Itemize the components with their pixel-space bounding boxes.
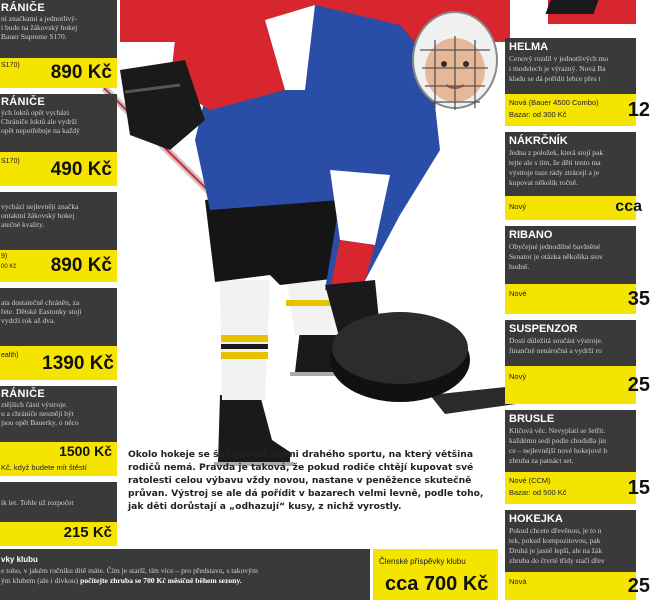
right-card-price-bar	[505, 94, 650, 126]
left-card-title: RÁNIČE	[1, 2, 45, 14]
right-card-ribano	[505, 226, 650, 314]
membership-text	[1, 566, 367, 586]
left-card-1	[0, 0, 117, 88]
left-card-2	[0, 94, 117, 186]
left-card-text: u a chrániče nesmějí být	[1, 409, 74, 418]
left-card-subtitle-2: 00 Kč	[1, 264, 17, 270]
left-card-text: ata dostatečně chráněn, za	[1, 298, 80, 307]
left-card-price-bar	[0, 522, 117, 546]
article-body-text: Okolo hokeje se šíří pověst velmi drahého sportu, na který většina rodičů nemá. Pravda je taková, že pokud rodiče chtějí kupovat své ratolesti celou výbavu vždy novou, nastane v peněžence skutečně průvan. Výstroj se ale dá pořídit v bazarech velmi levně, podle toho, jak děti dorůstají a „odhazují“ kusy, z nichž vyrostly.	[128, 449, 484, 512]
left-card-6	[0, 482, 117, 546]
right-card-text: hodně.	[509, 262, 530, 271]
right-card-text: zhruba do čtvrté třídy stačí dřev	[509, 556, 605, 565]
right-card-text: finančně nenáročná a vydrží ro	[509, 346, 602, 355]
right-eye	[463, 61, 469, 67]
membership-fee-label: Členské příspěvky klubu	[379, 557, 466, 566]
hockey-player-illustration	[100, 0, 510, 470]
right-card-subtitle: Nový	[509, 372, 527, 381]
left-card-text: ztějších částí výstroje.	[1, 400, 68, 409]
left-card-text: Bauer Supreme S170.	[1, 32, 67, 41]
left-sock-stripe-yellow-2	[221, 352, 268, 359]
left-card-subtitle: S170)	[1, 158, 20, 165]
right-card-price-bar	[505, 366, 650, 404]
left-card-price: 1390 Kč	[42, 353, 114, 374]
left-card-price: 215 Kč	[63, 524, 112, 541]
left-sock-stripe-black	[221, 344, 268, 349]
left-card-price-bar	[0, 346, 117, 380]
right-card-text: Senator je otázka několika stov	[509, 252, 603, 261]
left-card-price-bar	[0, 442, 117, 476]
left-card-text: jsou opět Bauerky, o něco	[1, 418, 79, 427]
right-card-text: zhruba za patnáct set.	[509, 456, 574, 465]
left-card-note: Kč, když budete mít štěstí	[1, 463, 87, 472]
right-card-nakrcnik	[505, 132, 642, 220]
right-card-price-bar	[505, 472, 650, 504]
left-card-text: ní značkami a jednotlivý-	[1, 14, 78, 23]
left-card-title	[0, 288, 117, 298]
right-card-title: NÁKRČNÍK	[509, 135, 568, 147]
right-card-subtitle: Nové	[509, 289, 527, 298]
right-card-text: Pokud chcete dřevěnou, je to n	[509, 526, 602, 535]
left-card-text: ých loktů opět vychází	[1, 108, 70, 117]
right-card-subtitle-2: Bazar: od 300 Kč	[509, 110, 567, 119]
left-card-price: 890 Kč	[50, 255, 112, 276]
left-card-price-bar	[0, 250, 117, 282]
right-card-text: Jedna z položek, která stojí pak	[509, 148, 604, 157]
left-card-price-bar	[0, 58, 117, 88]
left-eye	[441, 61, 447, 67]
left-card-price: 490 Kč	[50, 159, 112, 180]
left-card-text: ontaktní žákovský hokej	[1, 211, 75, 220]
right-card-title: SUSPENZOR	[509, 323, 578, 335]
right-card-subtitle: Nová	[509, 577, 527, 586]
right-card-price: 25	[627, 374, 650, 396]
right-card-suspenzor	[505, 320, 650, 404]
left-card-text: Chrániče loktů ale vydrží	[1, 117, 78, 126]
right-card-text: i modelech je výrazný. Nová Ba	[509, 64, 606, 73]
left-card-text: vychází nejlevněji značka	[1, 202, 79, 211]
right-card-brusle	[505, 410, 650, 504]
right-card-price-bar	[505, 284, 650, 314]
right-card-price-bar	[505, 196, 642, 220]
membership-fee-price: cca 700 Kč	[385, 573, 489, 595]
right-card-text: tek, pokud kompozitovou, pak	[509, 536, 601, 545]
right-card-subtitle: Nový	[509, 202, 527, 211]
right-card-price: 15	[627, 477, 650, 499]
right-card-subtitle: Nová (Bauer 4500 Combo)	[509, 98, 599, 107]
left-card-subtitle: ealth)	[1, 352, 19, 359]
left-card-price: 1500 Kč	[59, 443, 112, 459]
left-card-text: í bude na žákovský hokej	[1, 23, 78, 32]
right-card-text: každému sedí podle chodidla jin	[509, 436, 607, 445]
left-card-text: atečné kvality.	[1, 220, 45, 229]
right-card-hokejka	[505, 510, 650, 600]
right-card-subtitle: Nové (CCM)	[509, 476, 551, 485]
membership-fee-price-box	[373, 549, 498, 600]
membership-fees-box	[0, 549, 370, 600]
left-card-subtitle: 9)	[1, 253, 8, 260]
left-card-text: opět nepotřebuje na každý	[1, 126, 80, 135]
right-card-price: 12	[627, 99, 650, 121]
right-card-text: ce – nejlevnější nové hokejové b	[509, 446, 608, 455]
left-card-price: 890 Kč	[50, 62, 112, 83]
left-card-title: RÁNIČE	[1, 96, 45, 108]
right-card-text: Klíčová věc. Nevyplatí se šetřit.	[509, 426, 606, 435]
membership-text-a: e toho, v jakém ročníku dítě máte. Čím je starší, tím více – pro představu, s takovým	[1, 566, 258, 575]
right-card-subtitle-2: Bazar: od 500 Kč	[509, 488, 567, 497]
left-card-text: vydrží rok až dva.	[1, 316, 56, 325]
left-card-title	[0, 482, 117, 498]
black-corner-shape	[545, 0, 598, 14]
left-card-text: ik let. Tohle už rozpočet	[1, 498, 74, 507]
left-card-price-bar	[0, 152, 117, 186]
right-card-price: 35	[627, 288, 650, 310]
right-card-title: HELMA	[509, 41, 549, 53]
left-card-subtitle: S170)	[1, 62, 20, 69]
right-card-price-bar	[505, 572, 650, 600]
right-card-text: tejte ale s tím, že děti tento ma	[509, 158, 601, 167]
left-card-title	[0, 192, 117, 202]
left-card-text: řete. Dětské Eastonky stojí	[1, 307, 82, 316]
right-card-text: výstroje tuze rády ztrácejí a je	[509, 168, 600, 177]
puck-top	[332, 312, 468, 384]
right-card-title: BRUSLE	[509, 413, 555, 425]
left-card-title: RÁNIČE	[1, 388, 45, 400]
right-card-text: Obyčejné jednodílné bavlněné	[509, 242, 601, 251]
right-card-text: Druhá je jasně lepší, ale na žák	[509, 546, 603, 555]
right-card-text: kupovat několik ročně.	[509, 178, 578, 187]
left-sock-stripe-yellow	[221, 335, 268, 342]
right-card-text: kladu se dá pořídit lehce přes t	[509, 74, 601, 83]
membership-text-bold: počítejte zhruba se 700 Kč měsíčně během sezony.	[80, 576, 242, 585]
right-card-title: RIBANO	[509, 229, 553, 241]
right-card-price: cca	[615, 198, 642, 215]
membership-text-b: ým klubem (ale i divkou)	[1, 576, 81, 585]
right-card-text: Cenový rozdíl v jednotlivých mo	[509, 54, 609, 63]
right-card-helma	[505, 38, 650, 126]
membership-title: vky klubu	[1, 555, 38, 564]
left-card-3	[0, 192, 117, 282]
right-card-price: 25	[627, 575, 650, 597]
left-card-4	[0, 288, 117, 380]
left-card-5	[0, 386, 117, 476]
right-card-text: Dosti důležitá součást výstroje.	[509, 336, 603, 345]
right-card-title: HOKEJKA	[509, 513, 563, 525]
